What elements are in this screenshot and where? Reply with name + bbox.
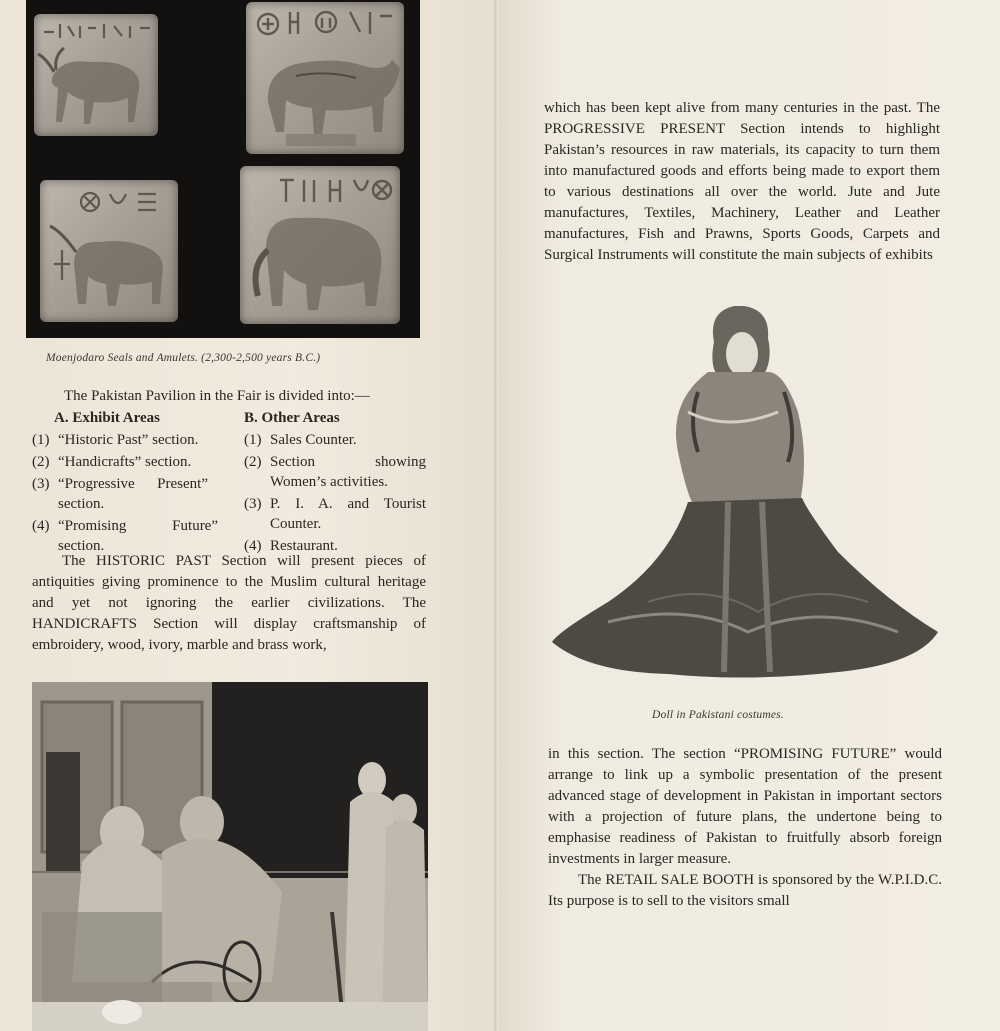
item-number: (2) — [32, 454, 50, 470]
list-item — [32, 516, 238, 556]
item-number: (4) — [244, 538, 262, 554]
retail-booth-paragraph: The RETAIL SALE BOOTH is sponsored by the W.P.I.D.C. Its purpose is to sell to the visitors small — [548, 872, 942, 909]
elephant-seal-image — [240, 166, 400, 324]
list-item — [244, 452, 426, 492]
item-number: (2) — [244, 454, 262, 470]
exhibit-areas-heading: A. Exhibit Areas — [54, 410, 160, 426]
item-number: (1) — [32, 432, 50, 448]
item-text: “Promising Future” section. — [58, 518, 218, 554]
item-text: Section showing Women’s activities. — [270, 454, 426, 490]
seal-elephant — [240, 166, 400, 324]
seals-caption-title: Moenjodaro Seals and Amulets. — [46, 352, 199, 364]
doll-image — [548, 302, 940, 702]
painting-image — [32, 682, 428, 1031]
seals-photo — [26, 0, 420, 338]
paragraph-text: which has been kept alive from many centuries in the past. The PROGRESSIVE PRESENT Section intends to highlight Pakistan’s resources in raw materials, its capacity to turn them into manufactured goods and efforts being made to export them to various destinations all over the world. Jute and Jute manufactures, Textiles, Machinery, Leather and Leather manufactures, Fish and Prawns, Sports Goods, Carpets and Surgical Instruments will constitute the main subjects of exhibits — [544, 100, 940, 263]
list-item — [32, 452, 238, 472]
historic-past-paragraph — [32, 551, 426, 656]
item-text: P. I. A. and Tourist Counter. — [270, 496, 426, 532]
list-item — [244, 430, 426, 450]
doll-caption: Doll in Pakistani costumes. — [652, 709, 784, 721]
rhino-seal-image — [246, 2, 404, 154]
item-text: “Historic Past” section. — [58, 432, 199, 448]
item-text: “Progressive Present” section. — [58, 476, 208, 512]
item-number: (3) — [244, 496, 262, 512]
pavilion-intro: The Pakistan Pavilion in the Fair is divided into:— — [64, 388, 370, 404]
exhibit-areas-list — [32, 408, 238, 558]
seals-caption-date: (2,300-2,500 years B.C.) — [201, 352, 321, 364]
miniature-painting — [32, 682, 428, 1031]
other-areas-heading: B. Other Areas — [244, 410, 340, 426]
item-number: (3) — [32, 476, 50, 492]
item-number: (4) — [32, 518, 50, 534]
list-item — [244, 494, 426, 534]
paragraph-text: The HISTORIC PAST Section will present pieces of antiquities giving prominence to the Muslim cultural heritage and yet not ignoring the earlier civilizations. The HANDICRAFTS Section will display craftsmanship of embroidery, wood, ivory, marble and brass work, — [32, 553, 426, 653]
unicorn-seal-image — [40, 180, 178, 322]
list-item — [32, 474, 238, 514]
bull-seal-image — [34, 14, 158, 136]
seal-bull — [34, 14, 158, 136]
left-page — [0, 0, 496, 1031]
paragraph-text: in this section. The section “PROMISING FUTURE” would arrange to link up a symbolic presentation of the present advanced stage of development in Pakistan in important sectors with a projection of future plans, the undertone being to emphasise readiness of Pakistan to fruitfully absorb foreign investments in larger measure. — [548, 746, 942, 867]
seals-caption — [46, 352, 320, 364]
list-item — [32, 430, 238, 450]
item-text: “Handicrafts” section. — [58, 454, 192, 470]
seal-rhinoceros — [246, 2, 404, 154]
item-text: Restaurant. — [270, 538, 338, 554]
doll-photo — [548, 302, 940, 702]
other-areas-list — [244, 408, 426, 558]
item-text: Sales Counter. — [270, 432, 357, 448]
progressive-present-paragraph — [544, 98, 940, 266]
promising-future-paragraph — [548, 744, 942, 912]
item-number: (1) — [244, 432, 262, 448]
seal-unicorn — [40, 180, 178, 322]
